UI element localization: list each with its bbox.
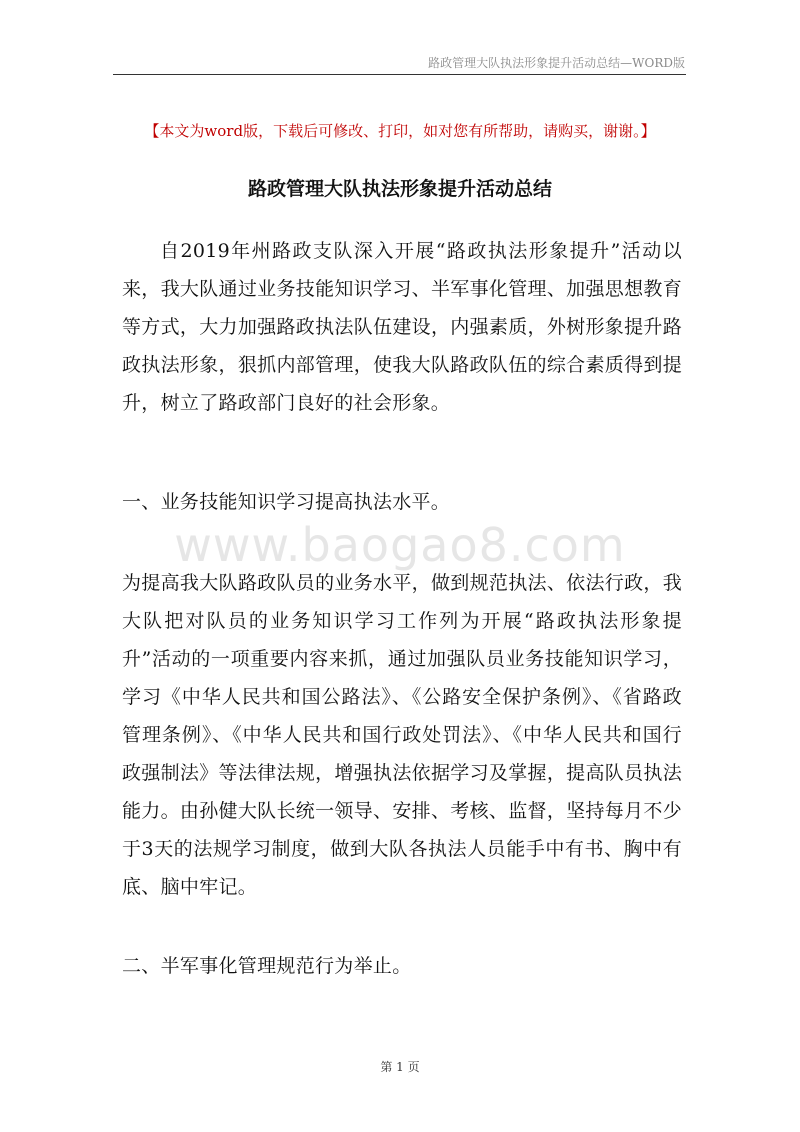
header-divider bbox=[113, 74, 686, 75]
watermark-text: www.baogao8.com bbox=[174, 518, 626, 572]
running-header: 路政管理大队执法形象提升活动总结—WORD版 bbox=[428, 56, 685, 70]
section-1-heading: 一、业务技能知识学习提高执法水平。 bbox=[122, 491, 451, 513]
purchase-notice: 【本文为word版，下载后可修改、打印，如对您有所帮助，请购买，谢谢。】 bbox=[144, 122, 656, 140]
page-number: 第 1 页 bbox=[380, 1060, 420, 1074]
section-1-body: 为提高我大队路政队员的业务水平，做到规范执法、依法行政，我大队把对队员的业务知识学习工作列为开展“路政执法形象提升”活动的一项重要内容来抓，通过加强队员业务技能知识学习，学习《中华人民共和国公路法》、《公路安全保护条例》、《省路政管理条例》、《中华人民共和国行政处罚法》、《中华人民共和国行政强制法》等法律法规，增强执法依据学习及掌握，提高队员执法能力。由孙健大队长统一领导、安排、考核、监督，坚持每月不少于3天的法规学习制度，做到大队各执法人员能手中有书、胸中有底、脑中牢记。 bbox=[122, 572, 682, 898]
document-title: 路政管理大队执法形象提升活动总结 bbox=[247, 178, 552, 200]
intro-paragraph: 自2019年州路政支队深入开展“路政执法形象提升”活动以来，我大队通过业务技能知识学习、半军事化管理、加强思想教育等方式，大力加强路政执法队伍建设，内强素质，外树形象提升路政执法形象，狠抓内部管理，使我大队路政队伍的综合素质得到提升，树立了路政部门良好的社会形象。 bbox=[122, 240, 682, 414]
section-2-heading: 二、半军事化管理规范行为举止。 bbox=[122, 955, 412, 977]
